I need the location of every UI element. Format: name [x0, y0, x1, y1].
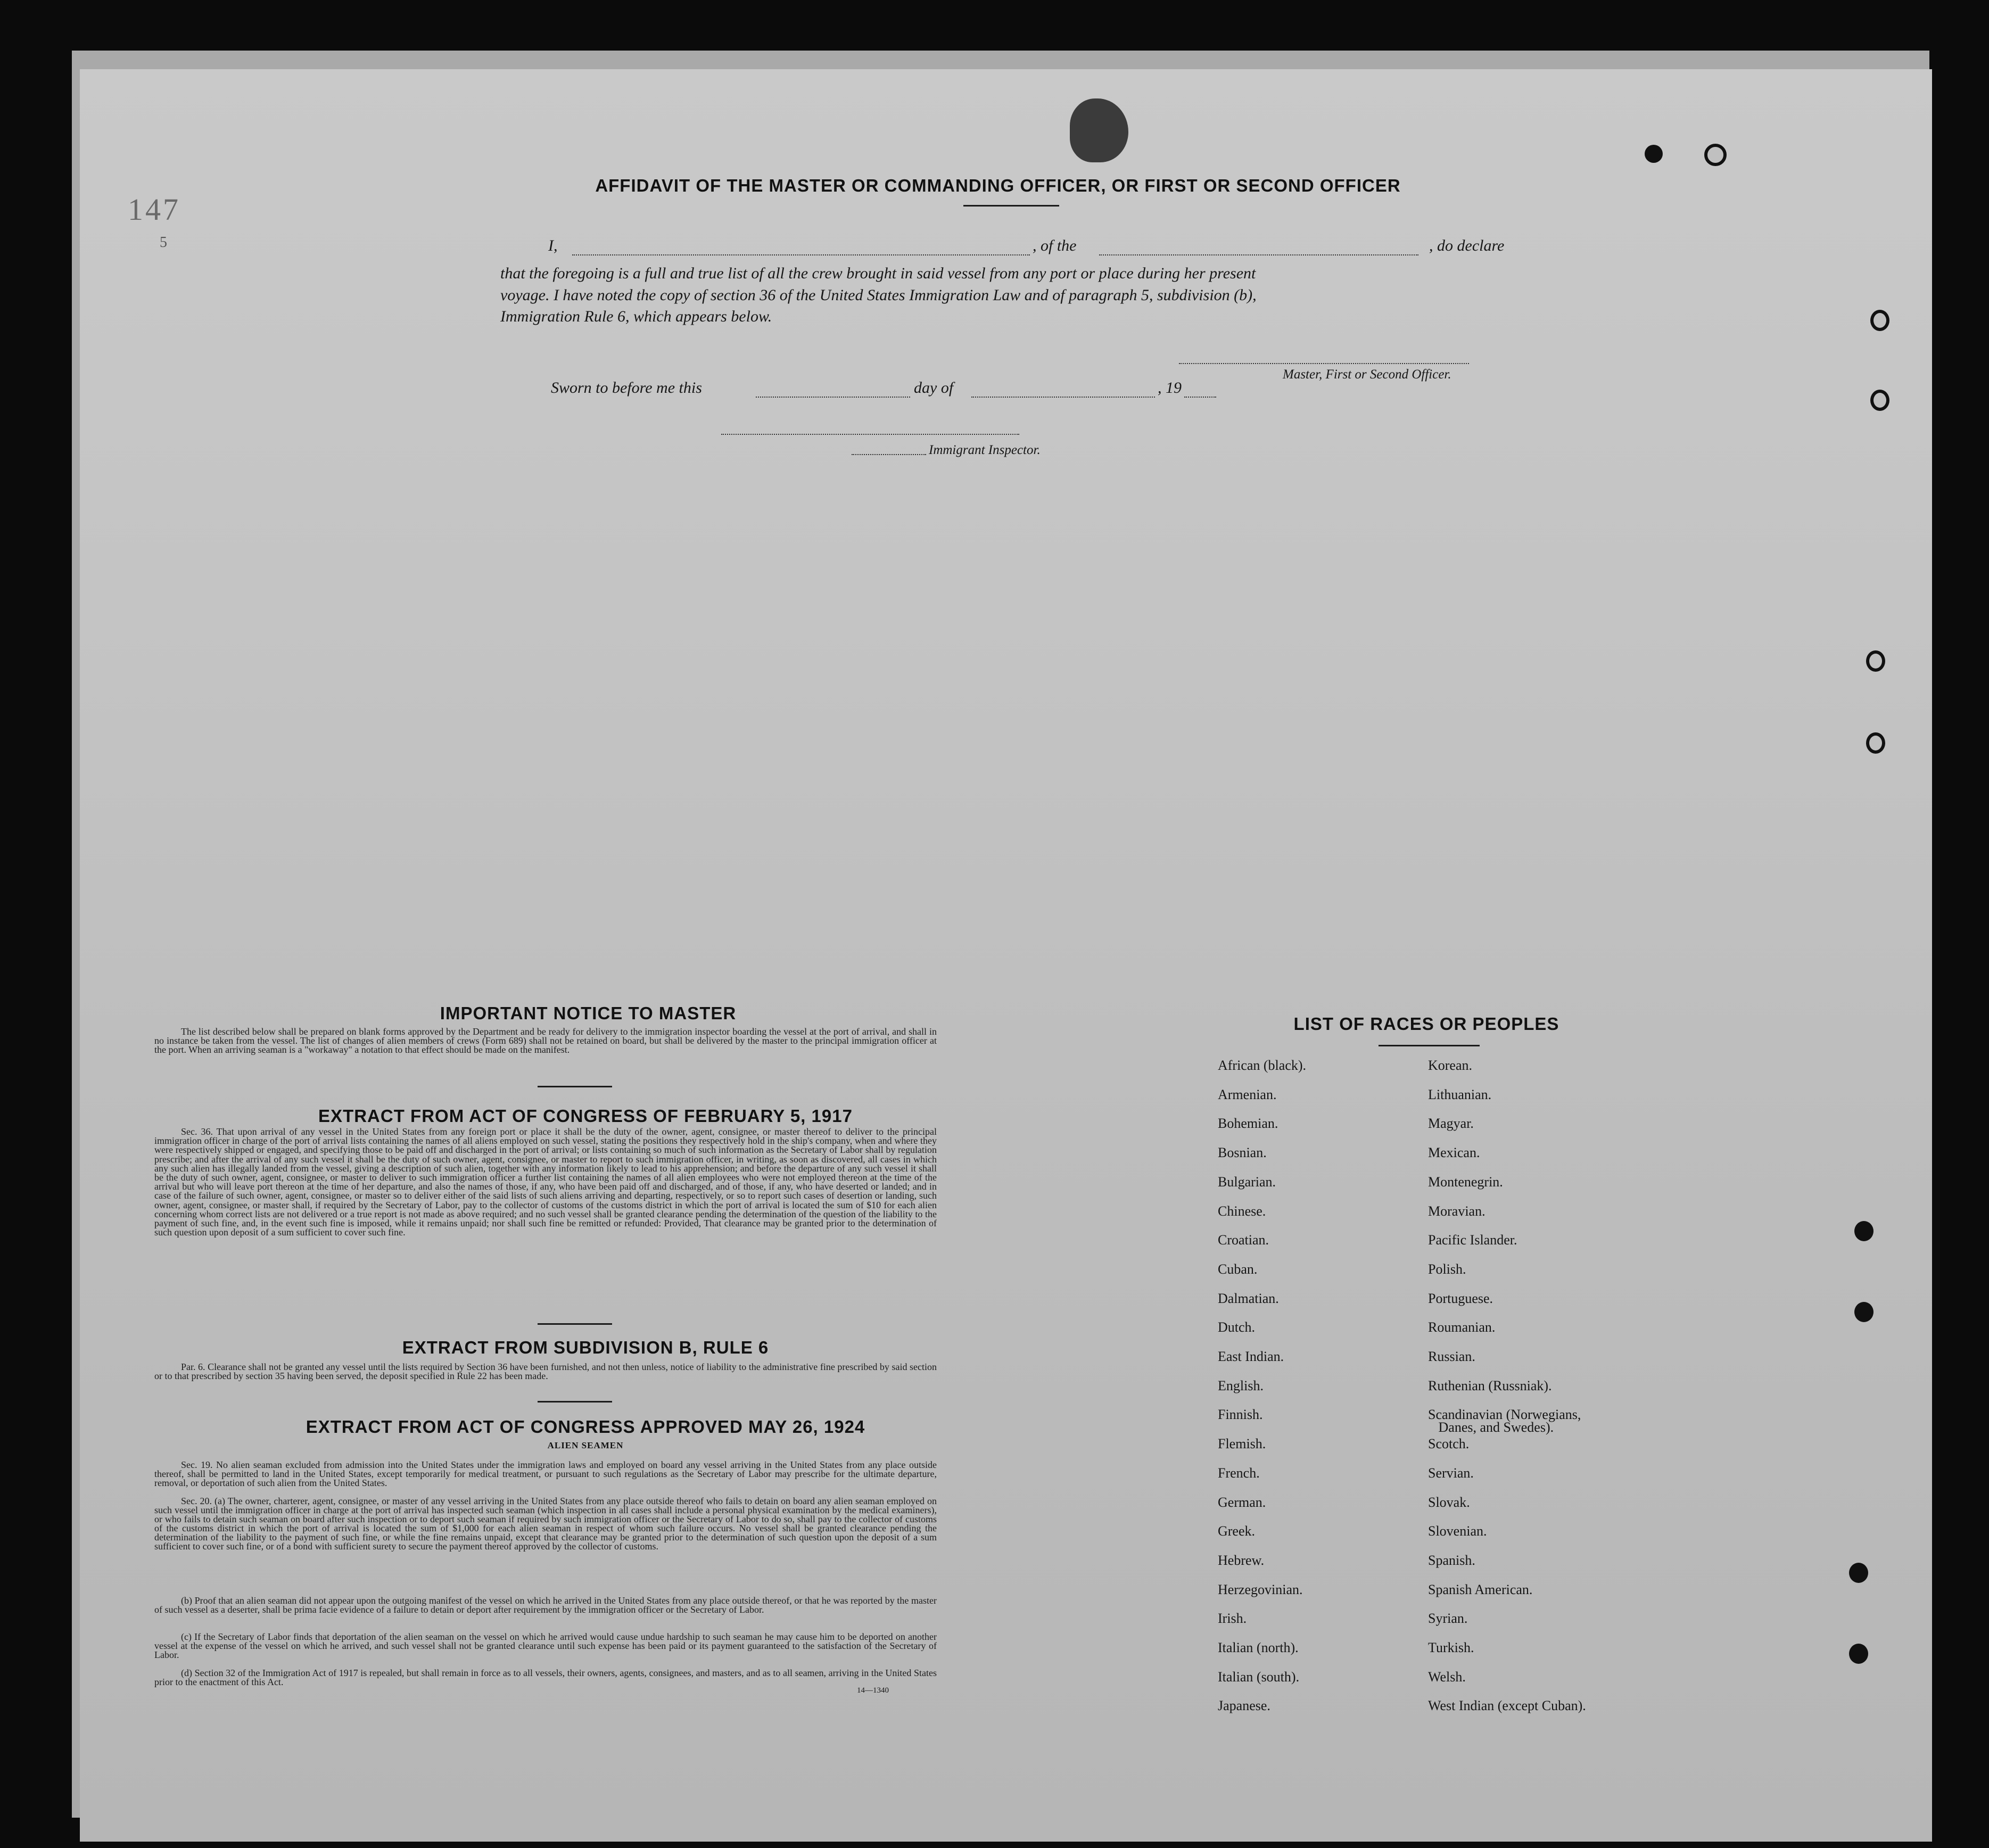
binding-hole: [1849, 1644, 1868, 1664]
binding-hole: [1866, 732, 1885, 754]
affidavit-of-the-label: , of the: [1033, 237, 1077, 254]
officer-signature-blank[interactable]: [1179, 363, 1469, 364]
races-title: LIST OF RACES OR PEOPLES: [1293, 1014, 1559, 1034]
race-list-item: Bohemian.: [1218, 1116, 1278, 1132]
race-list-item: Lithuanian.: [1428, 1086, 1492, 1102]
race-list-item: Armenian.: [1218, 1086, 1277, 1102]
race-list-item: Russian.: [1428, 1349, 1475, 1364]
race-list-item: Turkish.: [1428, 1640, 1474, 1655]
margin-small-mark: 5: [160, 234, 167, 251]
race-list-item: Hebrew.: [1218, 1552, 1265, 1568]
race-list-item: East Indian.: [1218, 1349, 1284, 1364]
race-list-item: Herzegovinian.: [1218, 1581, 1303, 1597]
race-list-item: Pacific Islander.: [1428, 1232, 1517, 1248]
signature-caption: Master, First or Second Officer.: [1283, 367, 1451, 382]
race-list-item: French.: [1218, 1465, 1260, 1481]
race-list-item: Moravian.: [1428, 1203, 1485, 1219]
affidavit-line2: that the foregoing is a full and true list of all the crew brought in said vessel from any port or place during her present: [500, 265, 1256, 282]
races-right-column: [1428, 1059, 1726, 1725]
affidavit-line3: voyage. I have noted the copy of section 36 of the United States Immigration Law and of paragraph 5, subdivision (b),: [500, 286, 1257, 304]
race-list-item: German.: [1218, 1494, 1266, 1510]
binding-hole: [1870, 390, 1889, 411]
binding-hole: [1849, 1563, 1868, 1583]
inspector-caption: Immigrant Inspector.: [929, 443, 1041, 457]
master-name-blank[interactable]: [572, 254, 1030, 255]
ink-stain: [1070, 98, 1128, 162]
race-list-item: Slovak.: [1428, 1494, 1470, 1510]
extract-rule6-rule: [538, 1401, 612, 1402]
race-list-item: English.: [1218, 1377, 1264, 1393]
extract-1924-title: EXTRACT FROM ACT OF CONGRESS APPROVED MAY 26, 1924: [306, 1417, 865, 1437]
race-list-item: Dutch.: [1218, 1319, 1256, 1335]
races-title-rule: [1379, 1045, 1480, 1046]
binding-hole: [1870, 310, 1889, 331]
notice-text: The list described below shall be prepared on blank forms approved by the Department and be ready for delivery to the immigration inspector boarding the vessel at the port of arrival, and shall in no instance be taken from the vessel. The list of changes of alien members of crews (Form 689) shall not be retained on board, but shall be delivered by the master to the principal immigration officer at the port. When an arriving seaman is a "workaway" a notation to that effect should be made on the manifest.: [154, 1026, 937, 1055]
sworn-year-blank[interactable]: [1184, 397, 1216, 398]
binding-hole: [1645, 145, 1663, 163]
race-list-item: Spanish American.: [1428, 1581, 1533, 1597]
race-list-item: Slovenian.: [1428, 1523, 1487, 1539]
race-list-item: Cuban.: [1218, 1261, 1258, 1277]
binding-hole: [1704, 144, 1727, 166]
sworn-day-of: day of: [914, 379, 954, 397]
race-list-item: Korean.: [1428, 1058, 1473, 1073]
race-list-item: Japanese.: [1218, 1698, 1270, 1714]
race-list-item: Chinese.: [1218, 1203, 1266, 1219]
affidavit-title-rule: [963, 205, 1059, 207]
extract-rule6-title: EXTRACT FROM SUBDIVISION B, RULE 6: [402, 1338, 769, 1357]
extract-1924-sec20b: (b) Proof that an alien seaman did not appear upon the outgoing manifest of the vessel on which he arrived in the United States from any place outside thereof, or that he was reported by the master of such vessel as a deserter, shall be prima facie evidence of a failure to detain or deport after requirement by the immigration officer or the Secretary of Labor.: [154, 1595, 937, 1615]
race-list-item: Polish.: [1428, 1261, 1466, 1277]
margin-number: 147: [128, 192, 180, 227]
extract-1917-rule: [538, 1323, 612, 1325]
race-list-item: Dalmatian.: [1218, 1290, 1279, 1306]
race-list-item: Spanish.: [1428, 1552, 1475, 1568]
extract-1924-sec20c: (c) If the Secretary of Labor finds that deportation of the alien seaman on the vessel on which he arrived would cause undue hardship to such seaman he may cause him to be deported on another vessel at the expense of the vessel on which he arrived, and such vessel shall not be granted clearance until such expense has been paid or its payment guaranteed to the satisfaction of the Secretary of Labor.: [154, 1631, 937, 1660]
sworn-prefix: Sworn to before me this: [551, 379, 702, 397]
race-list-item: Roumanian.: [1428, 1319, 1496, 1335]
extract-rule6-text: Par. 6. Clearance shall not be granted any vessel until the lists required by Section 36 have been furnished, and not then unless, notice of liability to the administrative fine prescribed by said section or to that prescribed by section 35 having been served, the deposit specified in Rule 22 has been made.: [154, 1362, 937, 1381]
notice-rule: [538, 1086, 612, 1087]
race-list-item: Italian (south).: [1218, 1669, 1300, 1685]
race-list-item: Irish.: [1218, 1611, 1247, 1627]
inspector-signature-blank[interactable]: [721, 434, 1019, 435]
extract-1924-sec20a: Sec. 20. (a) The owner, charterer, agent, consignee, or master of any vessel arriving in the United States from any place outside thereof who fails to detain on board any alien seaman employed on such vessel until the immigration officer in charge at the port of arrival has inspected such seaman (which inspection in all cases shall include a personal physical examination by the medical examiners), or who fails to detain such seaman on board after such inspection or to deport such seaman if required by such immigration officer or the Secretary of Labor to do so, shall pay to the collector of customs of the customs district in which the port of arrival is located the sum of $1,000 for each alien seaman in respect of whom such failure occurs. No vessel shall be granted clearance pending the determination of the liability to the payment of such fine, or while the fine remains unpaid, except that clearance may be granted prior to the determination of such question upon the deposit of a sum sufficient to cover such fine, or of a bond with sufficient surety to secure the payment thereof approved by the collector of customs.: [154, 1496, 937, 1552]
binding-hole: [1866, 650, 1885, 672]
race-list-item: Bulgarian.: [1218, 1174, 1276, 1190]
race-list-item: Ruthenian (Russniak).: [1428, 1377, 1552, 1393]
race-list-item: Bosnian.: [1218, 1145, 1267, 1161]
binding-hole: [1854, 1302, 1874, 1322]
sworn-year: , 19: [1158, 379, 1182, 397]
affidavit-line4: Immigration Rule 6, which appears below.: [500, 308, 772, 325]
extract-1917-title: EXTRACT FROM ACT OF CONGRESS OF FEBRUARY 5, 1917: [318, 1106, 853, 1126]
race-list-item: Greek.: [1218, 1523, 1256, 1539]
race-list-item: Welsh.: [1428, 1669, 1466, 1685]
race-list-item: Syrian.: [1428, 1611, 1468, 1627]
race-list-item: African (black).: [1218, 1058, 1307, 1073]
race-list-item: Portuguese.: [1428, 1290, 1493, 1306]
race-list-item: Mexican.: [1428, 1145, 1480, 1161]
race-list-item: Servian.: [1428, 1465, 1474, 1481]
vessel-name-blank[interactable]: [1099, 254, 1418, 255]
race-list-item: Scotch.: [1428, 1436, 1470, 1452]
extract-1924-sec19: Sec. 19. No alien seaman excluded from admission into the United States under the immigration laws and employed on board any vessel arriving in the United States from any place outside thereof, shall be permitted to land in the United States, except temporarily for medical treatment, or pursuant to such regulations as the Secretary of Labor may prescribe for the ultimate departure, removal, or deportation of such alien from the United States.: [154, 1459, 937, 1488]
form-number: 14—1340: [857, 1686, 889, 1695]
race-list-item: Croatian.: [1218, 1232, 1269, 1248]
race-list-item: Finnish.: [1218, 1407, 1263, 1423]
affidavit-i-label: I,: [548, 237, 558, 254]
race-list-item: West Indian (except Cuban).: [1428, 1698, 1586, 1714]
extract-1917-text: Sec. 36. That upon arrival of any vessel in the United States from any foreign port or place it shall be the duty of the owner, agent, consignee, or master thereof to deliver to the principal immigration officer in charge of the port of arrival lists containing the names of all aliens employed on such vessel, stating the positions they respectively hold in the ship's company, when and where they were respectively shipped or engaged, and specifying those to be paid off and discharged in the port of arrival; or lists containing so much of such information as the Secretary of Labor shall by regulation prescribe; and after the arrival of any such vessel it shall be the duty of such owner, agent, consignee, or master to report to such immigration officer, in writing, as soon as discovered, all cases in which any such alien has illegally landed from the vessel, giving a description of such alien, together with any information likely to lead to his apprehension; and before the departure of any such vessel it shall be the duty of such owner, agent, consignee, or master to deliver to such immigration officer a further list containing the names of all alien employees who were not employed thereon at the time of the arrival but who will leave port thereon at the time of her departure, and also the names of those, if any, who have been paid off and discharged, and of those, if any, who have deserted or landed; and in case of the failure of such owner, agent, consignee, or master so to deliver either of the said lists of such aliens arriving and departing, respectively, or so to report such cases of desertion or landing, such owner, agent, consignee, or master shall, if required by the Secretary of Labor, pay to the collector of customs of the customs district in which the port of arrival is located the sum of $10 for each alien concerning whom correct lists are not delivered or a true report is not made as above required; and no such vessel shall be granted clearance pending the determination of the question of the liability to the payment of such fine, and, in the event such fine is imposed, while it remains unpaid; nor shall such fine be remitted or refunded: Provided, That clearance may be granted prior to the determination of such question upon deposit of a sum sufficient to cover such fine.: [154, 1126, 937, 1238]
race-list-item: Italian (north).: [1218, 1640, 1299, 1655]
notice-title: IMPORTANT NOTICE TO MASTER: [440, 1003, 737, 1023]
sworn-day-blank[interactable]: [756, 397, 910, 398]
extract-1924-sec20d: (d) Section 32 of the Immigration Act of 1917 is repealed, but shall remain in force as to all vessels, their owners, agents, consignees, and masters, and as to all seamen, arriving in the United States prior to the enactment of this Act.: [154, 1668, 937, 1687]
race-list-item: Montenegrin.: [1428, 1174, 1503, 1190]
affidavit-do-declare-label: , do declare: [1429, 237, 1505, 254]
race-list-item: Scandinavian (Norwegians, Danes, and Swedes).: [1428, 1407, 1581, 1436]
binding-hole: [1854, 1221, 1874, 1241]
extract-1924-subtitle: ALIEN SEAMEN: [547, 1440, 624, 1450]
affidavit-title: AFFIDAVIT OF THE MASTER OR COMMANDING OFFICER, OR FIRST OR SECOND OFFICER: [595, 176, 1401, 195]
sworn-month-blank[interactable]: [971, 397, 1155, 398]
inspector-dots: [852, 454, 926, 455]
race-list-item: Magyar.: [1428, 1116, 1474, 1132]
race-list-item: Flemish.: [1218, 1436, 1266, 1452]
